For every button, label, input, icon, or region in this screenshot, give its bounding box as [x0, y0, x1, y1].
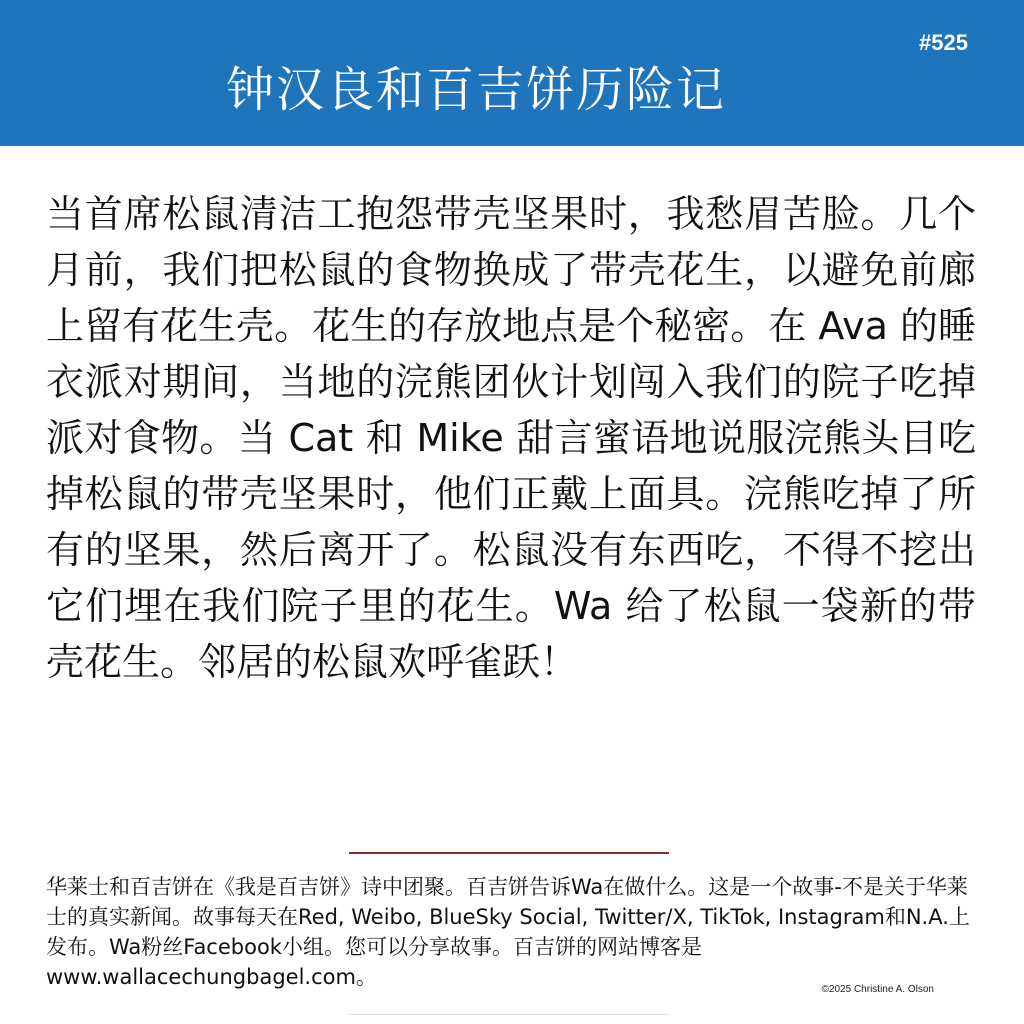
- copyright-notice: ©2025 Christine A. Olson: [821, 984, 934, 995]
- footer-note: 华莱士和百吉饼在《我是百吉饼》诗中团聚。百吉饼告诉Wa在做什么。这是一个故事-不是关于华莱士的真实新闻。故事每天在Red, Weibo, BlueSky Social, Twitter/X, TikTok, Instagram和N.A.上发布。Wa粉丝Facebook小组。您可以分享故事。百吉饼的网站博客是www.wallacechungbagel.com。: [46, 875, 970, 989]
- title-banner: [0, 0, 1024, 146]
- bottom-rule: [349, 1014, 669, 1015]
- story-text: 当首席松鼠清洁工抱怨带壳坚果时，我愁眉苦脸。几个月前，我们把松鼠的食物换成了带壳花生，以避免前廊上留有花生壳。花生的存放地点是个秘密。在 Ava 的睡衣派对期间，当地的浣熊团伙计划闯入我们的院子吃掉派对食物。当 Cat 和 Mike 甜言蜜语地说服浣熊头目吃掉松鼠的带壳坚果时，他们正戴上面具。浣熊吃掉了所有的坚果，然后离开了。松鼠没有东西吃，不得不挖出它们埋在我们院子里的花生。Wa 给了松鼠一袋新的带壳花生。邻居的松鼠欢呼雀跃！: [46, 192, 976, 684]
- page-title: 钟汉良和百吉饼历险记: [225, 62, 726, 118]
- divider-line: [349, 852, 669, 854]
- episode-number: #525: [919, 30, 968, 55]
